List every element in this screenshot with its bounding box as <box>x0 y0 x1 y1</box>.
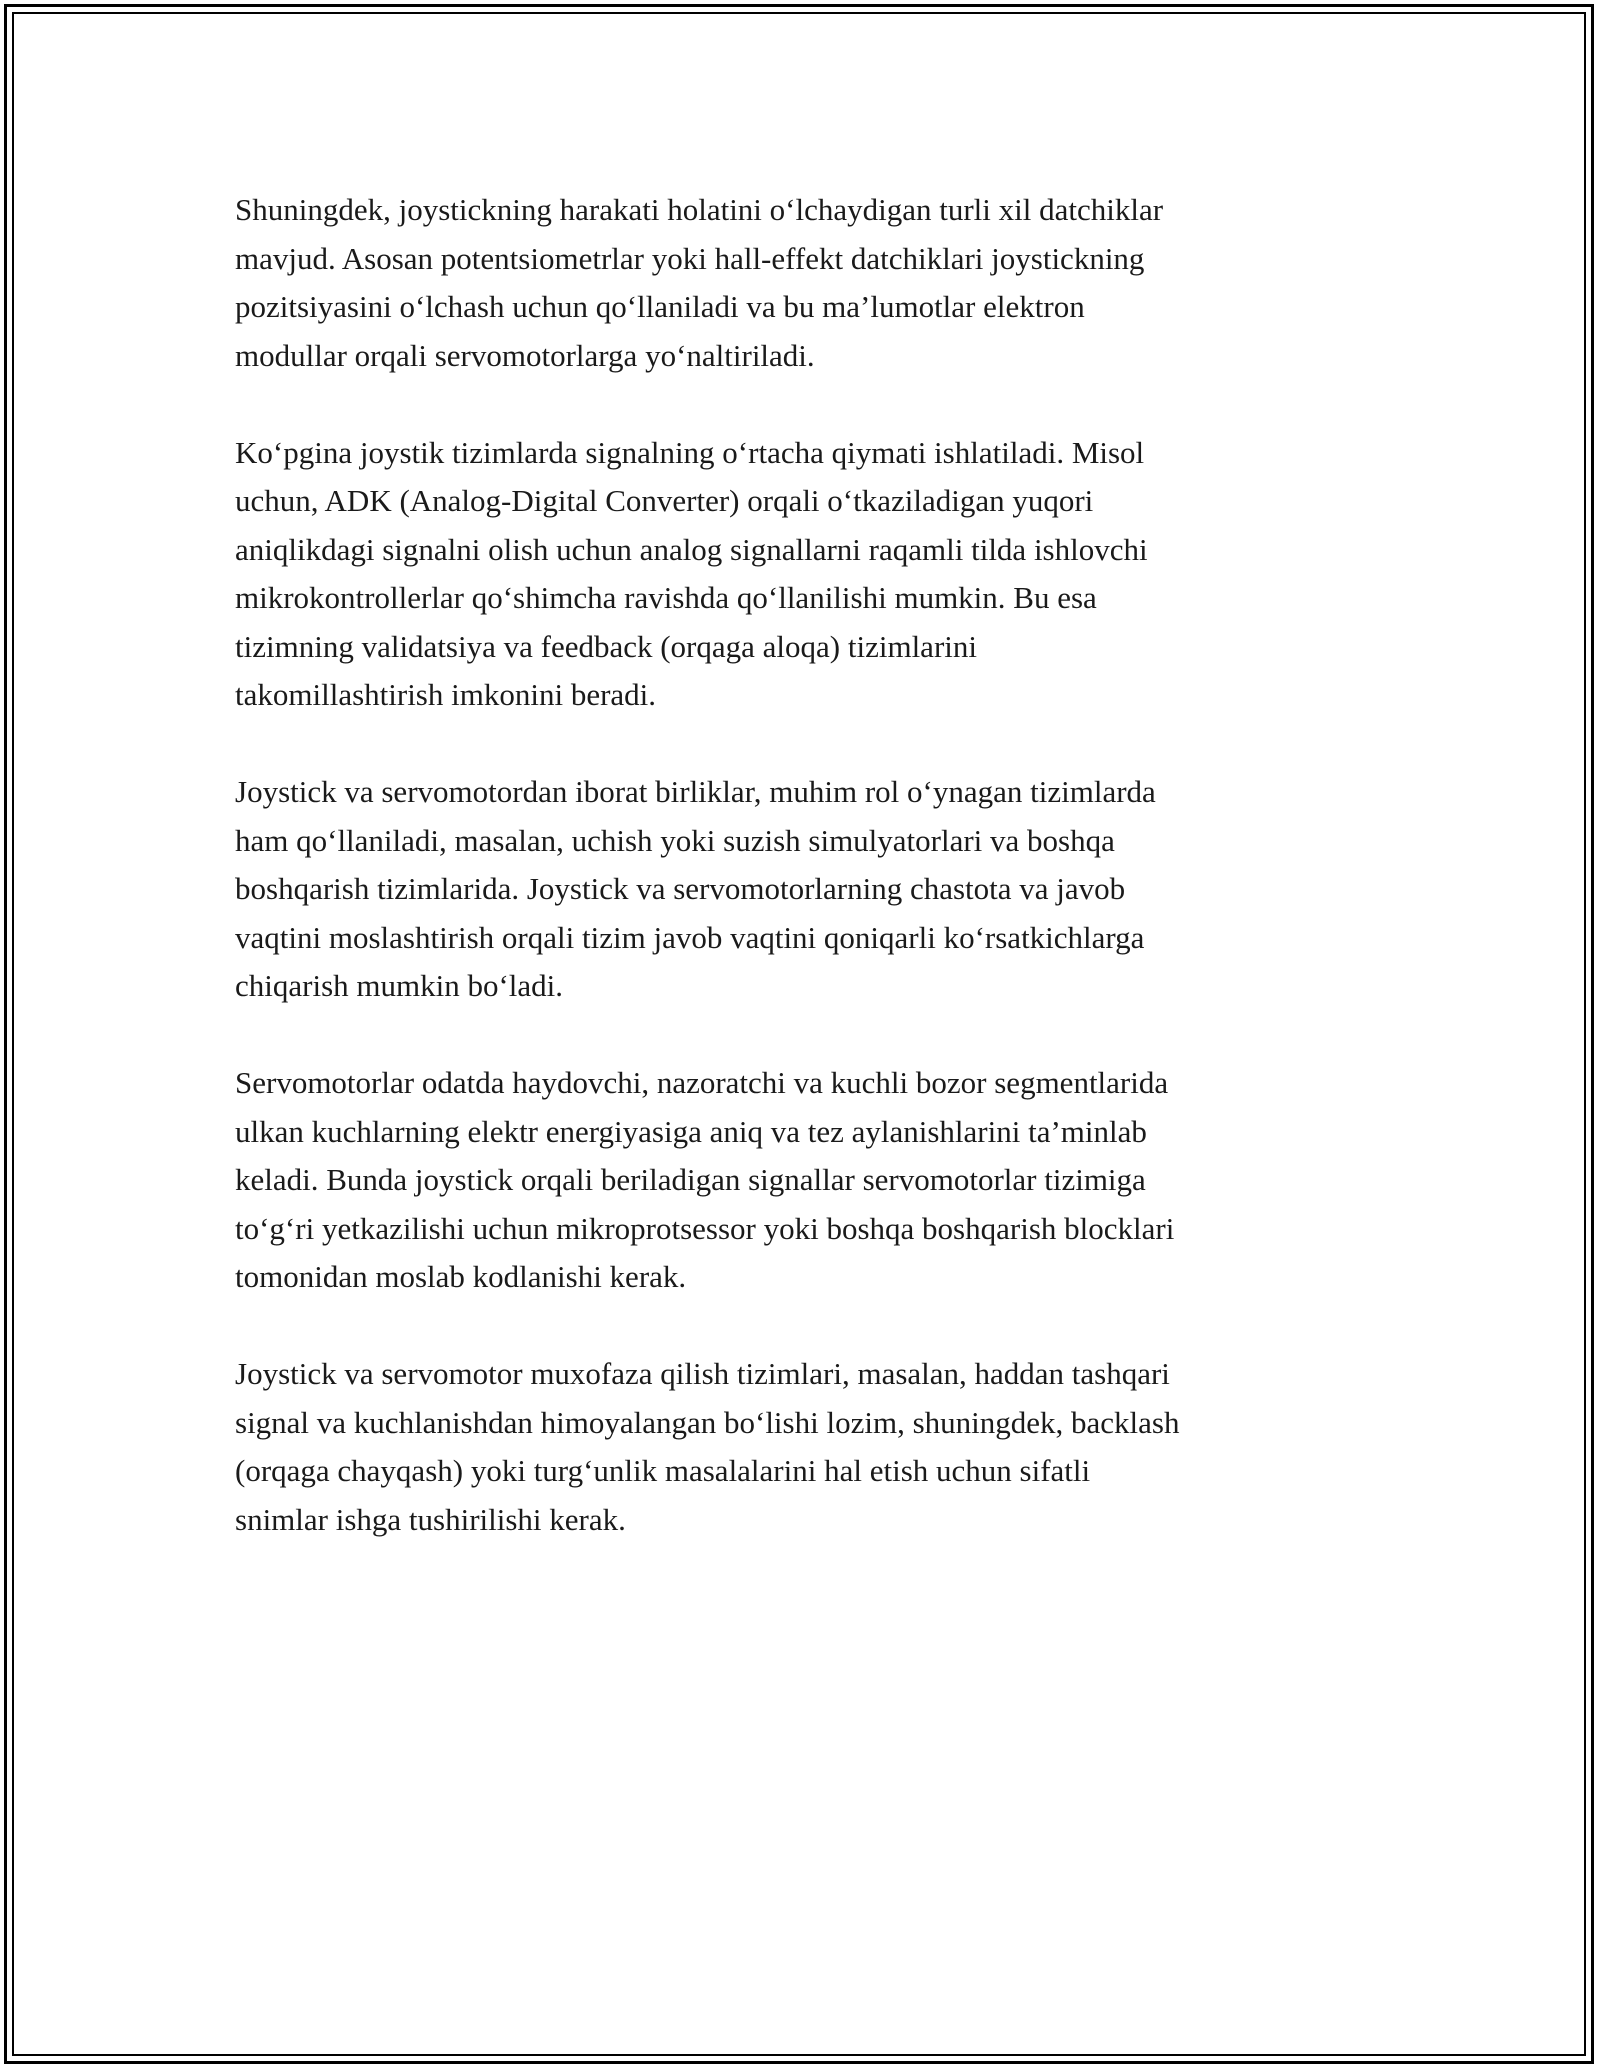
paragraph-3: Joystick va servomotordan iborat birliklar, muhim rol o‘ynagan tizimlarda ham qo‘llaniladi, masalan, uchish yoki suzish simulyatorlari va boshqa boshqarish tizimlarida. Joystick va servomotorlarning chastota va javob vaqtini moslashtirish orqali tizim javob vaqtini qoniqarli ko‘rsatkichlarga chiqarish mumkin bo‘ladi. <box>235 774 1156 1003</box>
paragraph-4: Servomotorlar odatda haydovchi, nazoratchi va kuchli bozor segmentlarida ulkan kuchlarning elektr energiyasiga aniq va tez aylanishlarini ta’minlab keladi. Bunda joystick orqali beriladigan signallar servomotorlar tizimiga to‘g‘ri yetkazilishi uchun mikroprotsessor yoki boshqa boshqarish blocklari tomonidan moslab kodlanishi kerak. <box>235 1065 1175 1294</box>
paragraph-5: Joystick va servomotor muxofaza qilish tizimlari, masalan, haddan tashqari signal va kuchlanishdan himoyalangan bo‘lishi lozim, shuningdek, backlash (orqaga chayqash) yoki turg‘unlik masalalarini hal etish uchun sifatli snimlar ishga tushirilishi kerak. <box>235 1356 1180 1537</box>
paragraph-1: Shuningdek, joystickning harakati holatini o‘lchaydigan turli xil datchiklar mavjud. Asosan potentsiometrlar yoki hall-effekt datchiklari joystickning pozitsiyasini o‘lchash uchun qo‘llaniladi va bu ma’lumotlar elektron modullar orqali servomotorlarga yo‘naltiriladi. <box>235 192 1164 373</box>
document-body <box>235 186 1370 1593</box>
paragraph-2: Ko‘pgina joystik tizimlarda signalning o‘rtacha qiymati ishlatiladi. Misol uchun, ADK (Analog-Digital Converter) orqali o‘tkaziladigan yuqori aniqlikdagi signalni olish uchun analog signallarni raqamli tilda ishlovchi mikrokontrollerlar qo‘shimcha ravishda qo‘llanilishi mumkin. Bu esa tizimning validatsiya va feedback (orqaga aloqa) tizimlarini takomillashtirish imkonini beradi. <box>235 434 1148 712</box>
